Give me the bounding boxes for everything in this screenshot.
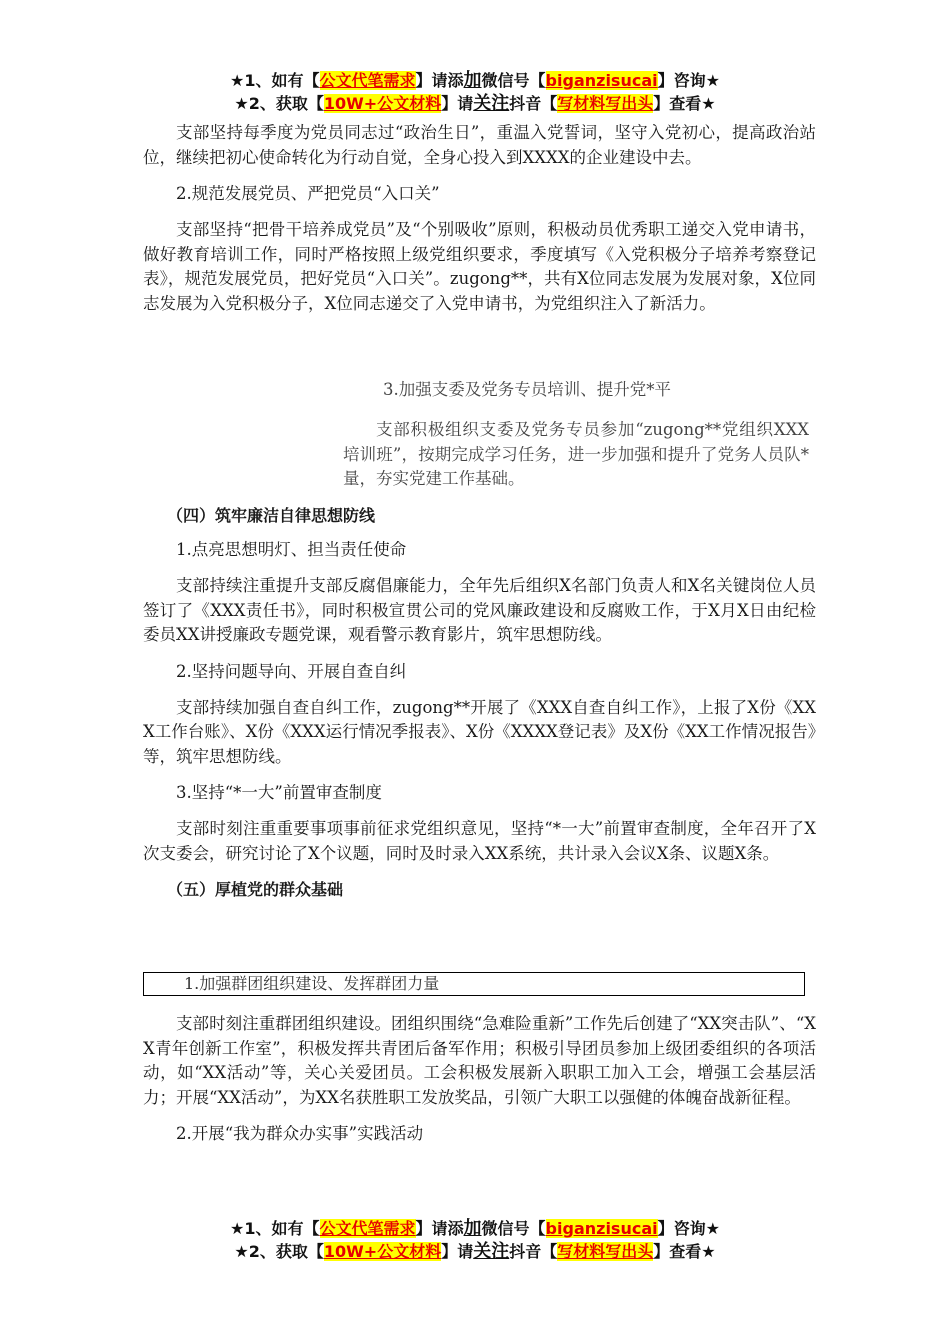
paragraph: 支部时刻注重群团组织建设。团组织围绕“急难险重新”工作先后创建了“XX突击队”、“XX青年创新工作室”，积极发挥共青团后备军作用；积极引导团员参加上级团委组织的各项活动，如“XX活动”等，关心关爱团员。工会积极发展新入职职工加入工会，增强工会基层活力；开展“XX活动”，为XX名获胜职工发放奖品，引领广大职工以强健的体魄奋战新征程。 <box>143 1014 816 1107</box>
subheading: 1.点亮思想明灯、担当责任使命 <box>176 540 407 559</box>
banner-text: 抖音【 <box>509 94 558 113</box>
boxed-subheading-text: 1.加强群团组织建设、发挥群团力量 <box>184 974 440 993</box>
banner-text: ★1、如有【 <box>230 1219 320 1238</box>
paragraph: 支部积极组织支委及党务专员参加“zugong**党组织XXX培训班”，按期完成学习任务，进一步加强和提升了党务人员队*量，夯实党建工作基础。 <box>343 420 809 488</box>
banner-text: 】咨询★ <box>657 71 720 90</box>
banner-highlight: 10W+公文材料 <box>323 94 442 113</box>
banner-line-2 <box>0 93 950 116</box>
banner-text: 】请添 <box>415 1219 464 1238</box>
paragraph: 支部持续注重提升支部反腐倡廉能力，全年先后组织X名部门负责人和X名关键岗位人员签订了《XXX责任书》，同时积极宣贯公司的党风廉政建设和反腐败工作，于X月X日由纪检委员XX讲授廉政专题党课，观看警示教育影片，筑牢思想防线。 <box>143 576 816 644</box>
boxed-subheading <box>143 972 805 996</box>
banner-emphasis: 加 <box>463 1218 482 1239</box>
banner-text: 】请 <box>441 94 474 113</box>
subheading: 2.规范发展党员、严把党员“入口关” <box>176 184 440 203</box>
banner-text: 】查看★ <box>653 94 716 113</box>
banner-text: 抖音【 <box>509 1242 558 1261</box>
subheading: 2.开展“我为群众办实事”实践活动 <box>176 1124 424 1143</box>
banner-line-2 <box>0 1241 950 1264</box>
paragraph: 支部坚持每季度为党员同志过“政治生日”，重温入党誓词，坚守入党初心，提高政治站位，继续把初心使命转化为行动自觉，全身心投入到XXXX的企业建设中去。 <box>143 123 816 167</box>
banner-line-1 <box>0 1218 950 1241</box>
subheading: 3.坚持“*一大”前置审查制度 <box>176 783 382 802</box>
top-banner <box>0 70 950 116</box>
banner-highlight: 写材料写出头 <box>557 94 654 113</box>
bottom-banner <box>0 1218 950 1264</box>
document-body-end <box>143 1012 816 1146</box>
banner-emphasis: 关注 <box>473 93 510 114</box>
banner-emphasis: 关注 <box>473 1241 510 1262</box>
document-body-continued <box>143 504 816 918</box>
banner-highlight: 公文代笔需求 <box>319 1219 416 1238</box>
banner-text: 】咨询★ <box>657 1219 720 1238</box>
banner-text: 】请添 <box>415 71 464 90</box>
banner-highlight: biganzisucai <box>545 1219 658 1238</box>
banner-text: 】请 <box>441 1242 474 1261</box>
indented-section <box>343 378 809 492</box>
banner-text: 微信号【 <box>481 1219 546 1238</box>
banner-highlight: 写材料写出头 <box>557 1242 654 1261</box>
paragraph: 支部坚持“把骨干培养成党员”及“个别吸收”原则，积极动员优秀职工递交入党申请书，做好教育培训工作，同时严格按照上级党组织要求，季度填写《入党积极分子培养考察登记表》，规范发展党员，把好党员“入口关”。zugong**，共有X位同志发展为发展对象，X位同志发展为入党积极分子，X位同志递交了入党申请书，为党组织注入了新活力。 <box>143 220 816 313</box>
subheading: 2.坚持问题导向、开展自查自纠 <box>176 661 407 681</box>
banner-text: 】查看★ <box>653 1242 716 1261</box>
subheading: 3.加强支委及党务专员培训、提升党*平 <box>383 380 671 399</box>
banner-text: 微信号【 <box>481 71 546 90</box>
banner-highlight: 公文代笔需求 <box>319 71 416 90</box>
paragraph: 支部时刻注重重要事项事前征求党组织意见，坚持“*一大”前置审查制度，全年召开了X次支委会，研究讨论了X个议题，同时及时录入XX系统，共计录入会议X条、议题X条。 <box>143 819 816 863</box>
banner-line-1 <box>0 70 950 93</box>
banner-highlight: 10W+公文材料 <box>323 1242 442 1261</box>
banner-emphasis: 加 <box>463 70 482 91</box>
paragraph: 支部持续加强自查自纠工作，zugong**开展了《XXX自查自纠工作》，上报了X份《XXX工作台账》、X份《XXX运行情况季报表》、X份《XXXX登记表》及X份《XX工作情况报告》等，筑牢思想防线。 <box>143 697 816 766</box>
section-heading: （五）厚植党的群众基础 <box>167 880 344 899</box>
banner-text: ★2、获取【 <box>234 94 324 113</box>
banner-text: ★1、如有【 <box>230 71 320 90</box>
banner-text: ★2、获取【 <box>234 1242 324 1261</box>
banner-highlight: biganzisucai <box>545 71 658 90</box>
document-body <box>143 121 816 316</box>
section-heading: （四）筑牢廉洁自律思想防线 <box>167 506 376 525</box>
